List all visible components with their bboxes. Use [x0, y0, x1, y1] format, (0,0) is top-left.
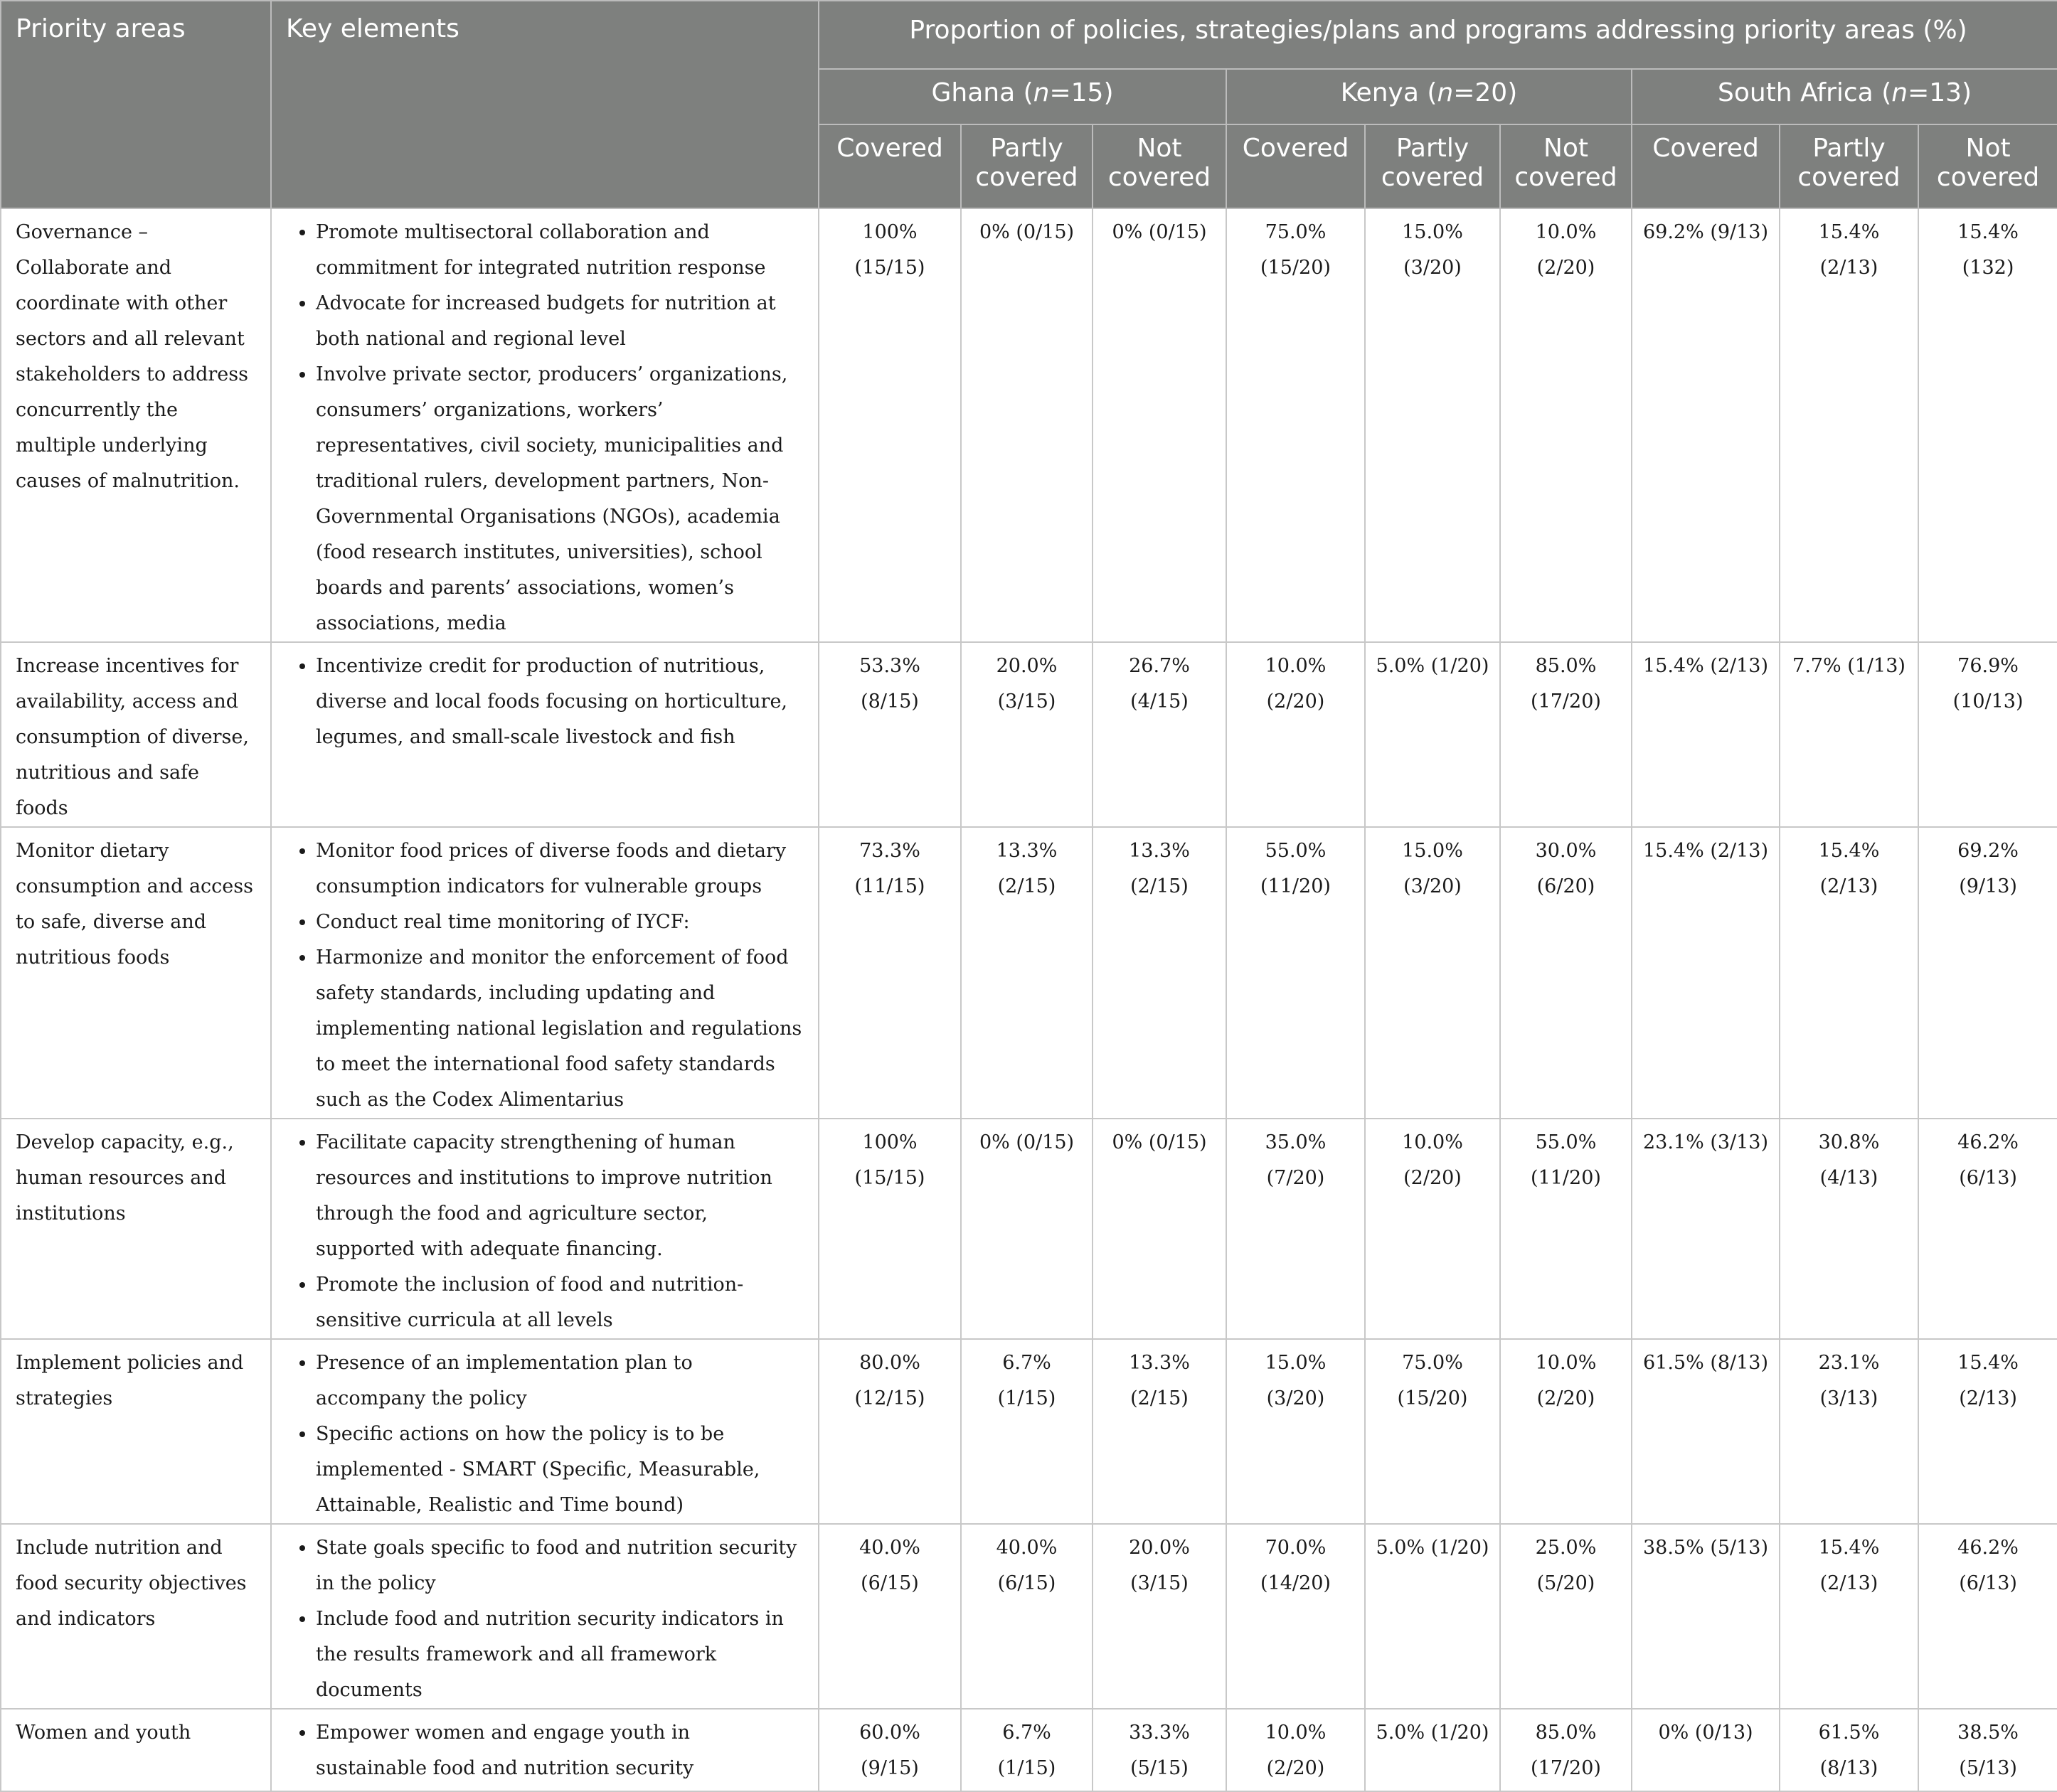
value-cell: 23.1% (3/13) [1632, 1119, 1780, 1339]
value-cell: 20.0% (3/15) [961, 642, 1093, 827]
value-cell: 40.0% (6/15) [961, 1524, 1093, 1709]
value-cell: 6.7% (1/15) [961, 1339, 1093, 1524]
header-not-covered-label: Not [1137, 134, 1182, 163]
value-cell: 15.4% (2/13) [1780, 827, 1918, 1119]
header-partly-covered-label: Partly [1812, 134, 1886, 163]
header-partly-covered [961, 124, 1093, 208]
value-cell: 5.0% (1/20) [1365, 1524, 1500, 1709]
key-elements-list [286, 215, 804, 641]
country-n-label: n [1891, 78, 1908, 107]
country-n-label: n [1033, 78, 1050, 107]
value-cell: 75.0% (15/20) [1365, 1339, 1500, 1524]
header-not-covered-label: covered [1936, 163, 2040, 192]
value-cell: 0% (0/15) [961, 208, 1093, 642]
header-partly-covered-label: Partly [990, 134, 1063, 163]
value-cell: 15.0% (3/20) [1226, 1339, 1365, 1524]
value-cell: 35.0% (7/20) [1226, 1119, 1365, 1339]
country-n-suffix: =15) [1049, 78, 1114, 107]
value-cell: 53.3% (8/15) [819, 642, 961, 827]
value-cell: 61.5% (8/13) [1632, 1339, 1780, 1524]
table-row [1, 1119, 2057, 1339]
table-header [1, 1, 2057, 208]
key-elements-list [286, 1715, 804, 1786]
priority-area-cell: Develop capacity, e.g., human resources and institutions [1, 1119, 271, 1339]
key-elements-list [286, 1125, 804, 1338]
header-not-covered-label: covered [1514, 163, 1617, 192]
header-proportion-title: Proportion of policies, strategies/plans and programs addressing priority areas (%) [819, 1, 2057, 69]
key-element-item: • Monitor food prices of diverse foods and dietary consumption indicators for vulnerable groups [316, 833, 804, 905]
value-cell: 38.5% (5/13) [1918, 1709, 2057, 1791]
value-cell: 23.1% (3/13) [1780, 1339, 1918, 1524]
key-element-item: • State goals specific to food and nutrition security in the policy [316, 1530, 804, 1601]
header-covered-label: Covered [1652, 134, 1759, 163]
table-row [1, 1524, 2057, 1709]
value-cell: 60.0% (9/15) [819, 1709, 961, 1791]
key-elements-list [286, 833, 804, 1118]
value-cell: 15.0% (3/20) [1365, 208, 1500, 642]
value-cell: 0% (0/13) [1632, 1709, 1780, 1791]
key-elements-cell [271, 1339, 819, 1524]
value-cell: 26.7% (4/15) [1093, 642, 1226, 827]
value-cell: 55.0% (11/20) [1226, 827, 1365, 1119]
header-partly-covered-label: covered [1797, 163, 1901, 192]
value-cell: 5.0% (1/20) [1365, 642, 1500, 827]
table-row [1, 827, 2057, 1119]
value-cell: 25.0% (5/20) [1500, 1524, 1632, 1709]
header-covered [819, 124, 961, 208]
value-cell: 15.4% (2/13) [1918, 1339, 2057, 1524]
value-cell: 69.2% (9/13) [1918, 827, 2057, 1119]
table-row [1, 208, 2057, 642]
value-cell: 46.2% (6/13) [1918, 1524, 2057, 1709]
header-partly-covered-label: covered [975, 163, 1078, 192]
value-cell: 15.0% (3/20) [1365, 827, 1500, 1119]
value-cell: 13.3% (2/15) [1093, 827, 1226, 1119]
country-n-label: n [1437, 78, 1454, 107]
key-element-item: • Facilitate capacity strengthening of human resources and institutions to improve nutrition through the food and agriculture sector, supported with adequate financing. [316, 1125, 804, 1267]
value-cell: 46.2% (6/13) [1918, 1119, 2057, 1339]
value-cell: 76.9% (10/13) [1918, 642, 2057, 827]
key-element-item: • Advocate for increased budgets for nutrition at both national and regional level [316, 286, 804, 357]
table-row [1, 1709, 2057, 1791]
table-body [1, 208, 2057, 1791]
value-cell: 5.0% (1/20) [1365, 1709, 1500, 1791]
key-element-item: • Include food and nutrition security indicators in the results framework and all framework documents [316, 1601, 804, 1708]
header-not-covered [1918, 124, 2057, 208]
header-covered-label: Covered [1242, 134, 1349, 163]
key-elements-cell [271, 208, 819, 642]
key-element-item: • Incentivize credit for production of nutritious, diverse and local foods focusing on horticulture, legumes, and small-scale livestock and fish [316, 649, 804, 755]
key-elements-list [286, 1345, 804, 1523]
value-cell: 100% (15/15) [819, 1119, 961, 1339]
key-elements-cell [271, 1119, 819, 1339]
key-element-item: • Promote multisectoral collaboration and commitment for integrated nutrition response [316, 215, 804, 286]
header-covered [1226, 124, 1365, 208]
value-cell: 75.0% (15/20) [1226, 208, 1365, 642]
key-elements-cell [271, 1524, 819, 1709]
value-cell: 55.0% (11/20) [1500, 1119, 1632, 1339]
table-row [1, 1339, 2057, 1524]
value-cell: 30.8% (4/13) [1780, 1119, 1918, 1339]
value-cell: 69.2% (9/13) [1632, 208, 1780, 642]
value-cell: 33.3% (5/15) [1093, 1709, 1226, 1791]
country-n-prefix: ( [1023, 78, 1033, 107]
header-not-covered-label: covered [1107, 163, 1211, 192]
priority-area-cell: Implement policies and strategies [1, 1339, 271, 1524]
country-name: South Africa [1718, 78, 1873, 107]
value-cell: 80.0% (12/15) [819, 1339, 961, 1524]
table-row [1, 642, 2057, 827]
header-not-covered-label: Not [1543, 134, 1589, 163]
header-partly-covered-label: Partly [1396, 134, 1469, 163]
header-country-south-africa [1632, 69, 2057, 124]
value-cell: 13.3% (2/15) [961, 827, 1093, 1119]
header-not-covered [1093, 124, 1226, 208]
value-cell: 15.4% (2/13) [1780, 208, 1918, 642]
header-partly-covered [1780, 124, 1918, 208]
header-not-covered [1500, 124, 1632, 208]
value-cell: 85.0% (17/20) [1500, 642, 1632, 827]
value-cell: 15.4% (132) [1918, 208, 2057, 642]
value-cell: 10.0% (2/20) [1365, 1119, 1500, 1339]
key-element-item: • Harmonize and monitor the enforcement of food safety standards, including updating and implementing national legislation and regulations to meet the international food safety standards such as the Codex Alimentarius [316, 940, 804, 1118]
value-cell: 7.7% (1/13) [1780, 642, 1918, 827]
header-not-covered-label: Not [1965, 134, 2011, 163]
header-covered [1632, 124, 1780, 208]
value-cell: 73.3% (11/15) [819, 827, 961, 1119]
key-element-item: • Involve private sector, producers’ organizations, consumers’ organizations, workers’ representatives, civil society, municipalities and traditional rulers, development partners, Non-Governmental Organisations (NGOs), academia (food research institutes, universities), school boards and parents’ associations, women’s associations, media [316, 357, 804, 641]
key-elements-cell [271, 827, 819, 1119]
country-n-suffix: =13) [1908, 78, 1972, 107]
key-elements-cell [271, 1709, 819, 1791]
header-key-elements: Key elements [271, 1, 819, 208]
country-name: Ghana [931, 78, 1016, 107]
value-cell: 15.4% (2/13) [1780, 1524, 1918, 1709]
header-priority-areas: Priority areas [1, 1, 271, 208]
key-elements-list [286, 649, 804, 755]
key-element-item: • Specific actions on how the policy is to be implemented - SMART (Specific, Measurable, Attainable, Realistic and Time bound) [316, 1417, 804, 1523]
priority-area-cell: Governance – Collaborate and coordinate with other sectors and all relevant stakeholders to address concurrently the multiple underlying causes of malnutrition. [1, 208, 271, 642]
value-cell: 15.4% (2/13) [1632, 642, 1780, 827]
country-n-prefix: ( [1427, 78, 1437, 107]
country-n-prefix: ( [1881, 78, 1892, 107]
value-cell: 10.0% (2/20) [1226, 1709, 1365, 1791]
value-cell: 15.4% (2/13) [1632, 827, 1780, 1119]
value-cell: 0% (0/15) [1093, 1119, 1226, 1339]
value-cell: 10.0% (2/20) [1500, 1339, 1632, 1524]
header-partly-covered-label: covered [1381, 163, 1484, 192]
value-cell: 20.0% (3/15) [1093, 1524, 1226, 1709]
key-element-item: • Promote the inclusion of food and nutrition-sensitive curricula at all levels [316, 1267, 804, 1338]
value-cell: 13.3% (2/15) [1093, 1339, 1226, 1524]
value-cell: 40.0% (6/15) [819, 1524, 961, 1709]
value-cell: 10.0% (2/20) [1500, 208, 1632, 642]
header-country-ghana [819, 69, 1226, 124]
value-cell: 0% (0/15) [1093, 208, 1226, 642]
priority-area-cell: Monitor dietary consumption and access to safe, diverse and nutritious foods [1, 827, 271, 1119]
value-cell: 85.0% (17/20) [1500, 1709, 1632, 1791]
priority-area-cell: Include nutrition and food security objectives and indicators [1, 1524, 271, 1709]
value-cell: 100% (15/15) [819, 208, 961, 642]
country-n-suffix: =20) [1453, 78, 1518, 107]
header-country-kenya [1226, 69, 1632, 124]
header-covered-label: Covered [836, 134, 943, 163]
value-cell: 30.0% (6/20) [1500, 827, 1632, 1119]
priority-area-cell: Increase incentives for availability, access and consumption of diverse, nutritious and safe foods [1, 642, 271, 827]
country-name: Kenya [1340, 78, 1419, 107]
key-element-item: • Conduct real time monitoring of IYCF: [316, 905, 804, 940]
value-cell: 10.0% (2/20) [1226, 642, 1365, 827]
key-element-item: • Empower women and engage youth in sustainable food and nutrition security [316, 1715, 804, 1786]
value-cell: 6.7% (1/15) [961, 1709, 1093, 1791]
value-cell: 38.5% (5/13) [1632, 1524, 1780, 1709]
key-element-item: • Presence of an implementation plan to accompany the policy [316, 1345, 804, 1417]
key-elements-list [286, 1530, 804, 1708]
value-cell: 61.5% (8/13) [1780, 1709, 1918, 1791]
header-partly-covered [1365, 124, 1500, 208]
value-cell: 70.0% (14/20) [1226, 1524, 1365, 1709]
key-elements-cell [271, 642, 819, 827]
priority-area-cell: Women and youth [1, 1709, 271, 1791]
value-cell: 0% (0/15) [961, 1119, 1093, 1339]
